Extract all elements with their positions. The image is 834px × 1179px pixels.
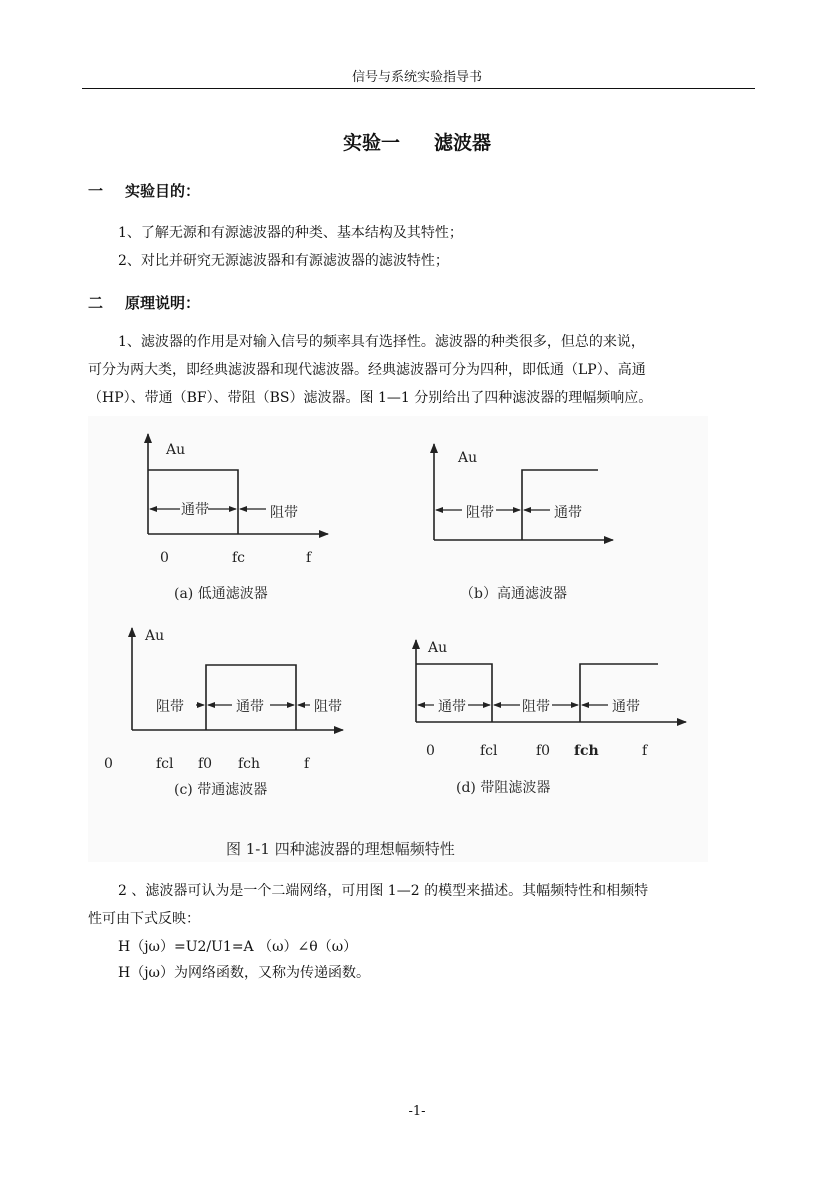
lp-tick-0: 0	[160, 550, 169, 566]
title-experiment-number: 实验一	[342, 132, 400, 154]
lp-stopband-label: 阻带	[270, 505, 298, 521]
hp-caption: （b）高通滤波器	[460, 586, 567, 602]
paragraph-line: 1、滤波器的作用是对输入信号的频率具有选择性。滤波器的种类很多，但总的来说，	[118, 334, 645, 350]
bs-caption: (d) 带阻滤波器	[456, 780, 551, 796]
paragraph-line: 可分为两大类，即经典滤波器和现代滤波器。经典滤波器可分为四种，即低通（LP）、高通	[88, 362, 646, 378]
bp-passband-label: 通带	[236, 699, 264, 715]
bp-stopband-left-label: 阻带	[156, 699, 184, 715]
bs-au-label: Au	[428, 640, 448, 656]
bp-response-line	[206, 665, 296, 730]
page-header: 信号与系统实验指导书	[351, 70, 482, 85]
bp-tick-f: f	[304, 756, 310, 772]
bs-stopband-label: 阻带	[522, 699, 550, 715]
bp-tick-0: 0	[104, 756, 113, 772]
objective-item-1: 1、了解无源和有源滤波器的种类、基本结构及其特性；	[118, 225, 463, 241]
paragraph-line: 2 、滤波器可认为是一个二端网络，可用图 1—2 的模型来描述。其幅频特性和相频特	[118, 883, 649, 899]
formula-transfer: H（jω）=U2/U1=A （ω）∠θ（ω）	[118, 939, 358, 955]
section-number: 二	[88, 294, 104, 312]
formula-definition: H（jω）为网络函数，又称为传递函数。	[118, 965, 370, 981]
bs-tick-fch: fch	[574, 743, 599, 759]
bp-au-label: Au	[145, 628, 165, 644]
bp-caption: (c) 带通滤波器	[174, 782, 268, 798]
lp-caption: (a) 低通滤波器	[174, 586, 268, 602]
page-number: -1-	[408, 1104, 426, 1119]
bs-tick-f: f	[642, 743, 648, 759]
filter-response-figure	[88, 416, 708, 862]
bs-passband-right-label: 通带	[612, 699, 640, 715]
paragraph-line: （HP）、带通（BF）、带阻（BS）滤波器。图 1—1 分别给出了四种滤波器的理幅频响应。	[88, 390, 653, 406]
title-topic: 滤波器	[434, 132, 492, 154]
lp-tick-f: f	[306, 550, 312, 566]
section-number: 一	[88, 182, 104, 200]
section-title: 原理说明：	[125, 294, 201, 312]
bs-tick-f0: f0	[536, 743, 551, 759]
lp-au-label: Au	[166, 442, 186, 458]
bp-tick-fch: fch	[238, 756, 261, 772]
bs-passband-left-label: 通带	[438, 699, 466, 715]
figure-caption: 图 1-1 四种滤波器的理想幅频特性	[226, 840, 455, 858]
bp-stopband-right-label: 阻带	[314, 699, 342, 715]
lp-passband-label: 通带	[181, 502, 209, 518]
hp-au-label: Au	[458, 450, 478, 466]
hp-passband-label: 通带	[554, 505, 582, 521]
objective-item-2: 2、对比并研究无源滤波器和有源滤波器的滤波特性；	[118, 253, 449, 269]
paragraph-line: 性可由下式反映：	[88, 911, 200, 927]
bp-tick-f0: f0	[198, 756, 213, 772]
section-heading-principles	[88, 292, 200, 313]
bs-tick-fcl: fcl	[480, 743, 498, 759]
hp-stopband-label: 阻带	[466, 505, 494, 521]
section-title: 实验目的：	[125, 182, 201, 200]
bs-tick-0: 0	[426, 743, 435, 759]
header-rule	[82, 88, 755, 89]
bp-tick-fcl: fcl	[156, 756, 174, 772]
section-heading-objectives	[88, 180, 200, 201]
page-title	[0, 128, 834, 155]
lp-tick-fc: fc	[232, 550, 246, 566]
